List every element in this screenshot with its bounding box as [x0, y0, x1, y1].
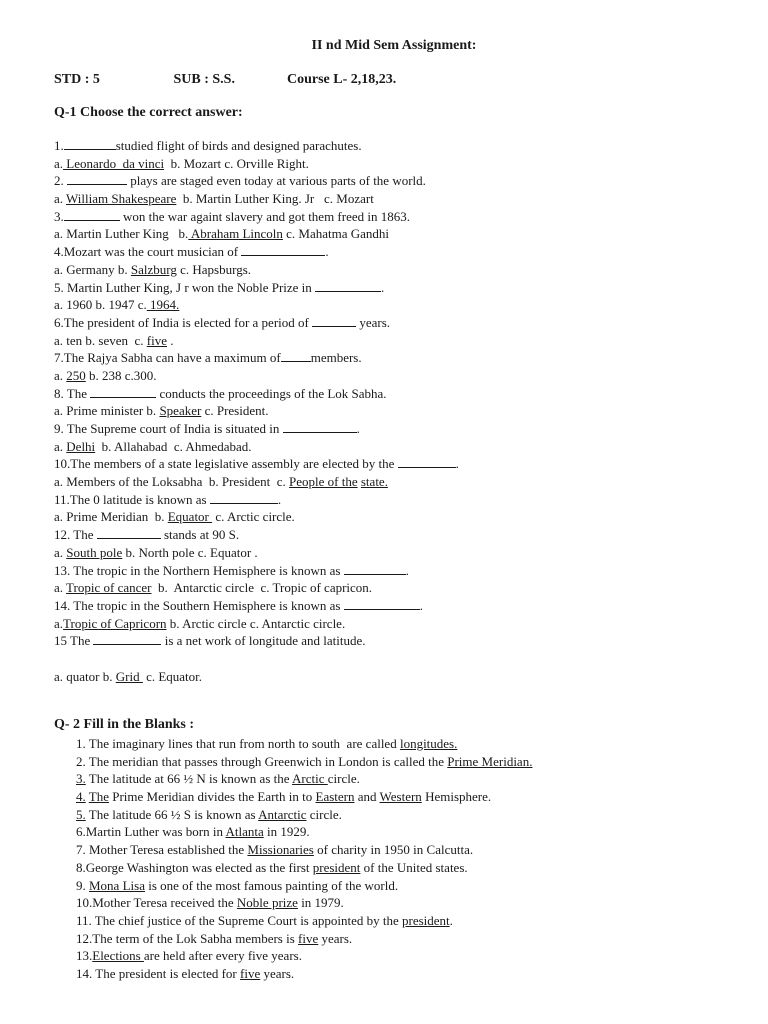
line-text: .	[419, 597, 423, 613]
line-text: c. Hapsburgs.	[176, 261, 252, 277]
line-text: b. Arctic circle c. Antarctic circle.	[166, 615, 346, 631]
line-text: 9. The Supreme court of India is situated in	[54, 421, 283, 436]
line-text: 7. Mother Teresa established the	[76, 842, 248, 858]
underlined-answer: five	[240, 965, 261, 981]
underlined-answer: Salzburg	[130, 261, 177, 277]
line-text: a.	[54, 367, 67, 383]
subject-label: SUB : S.S.	[173, 72, 235, 87]
line-text: 9.	[76, 877, 89, 893]
line-text: .	[405, 562, 409, 578]
line-text: 10.The members of a state legislative assembly are elected by the	[54, 456, 398, 472]
line-text: b. North pole c. Equator .	[122, 544, 258, 560]
q1-line	[54, 455, 744, 473]
underlined-answer: Elections	[92, 948, 144, 964]
line-text: of charity in 1950 in Calcutta.	[313, 842, 474, 858]
underlined-answer: Prime Meridian.	[447, 753, 533, 769]
q2-line	[76, 788, 756, 806]
q1-line	[54, 473, 744, 491]
line-text: The latitude 66 ½ S is known as	[85, 806, 259, 822]
line-text: a. quator b.	[54, 668, 116, 684]
line-text: a.	[54, 438, 67, 454]
line-text: .	[325, 244, 329, 260]
line-text: 12. The	[54, 527, 97, 543]
q1-line	[54, 402, 744, 420]
answer-blank	[281, 349, 311, 362]
line-text: .	[381, 279, 385, 295]
underlined-answer: longitudes.	[399, 736, 458, 751]
q1-line	[54, 420, 744, 438]
q2-line	[76, 894, 756, 912]
q1-line	[54, 438, 744, 456]
line-text: b. Allahabad c. Ahmedabad.	[95, 438, 252, 454]
page-title: II nd Mid Sem Assignment:	[311, 38, 477, 53]
line-text: a.	[54, 615, 64, 631]
line-text: c. President.	[201, 403, 269, 419]
underlined-answer: Leonardo da vinci	[63, 155, 165, 171]
underlined-answer: William Shakespeare	[66, 191, 177, 207]
line-text: a. Members of the Loksabha b. President c.	[54, 474, 290, 490]
line-text: a. 1960 b. 1947 c.	[54, 297, 147, 313]
q2-line	[76, 877, 756, 895]
q2-line	[76, 841, 756, 859]
line-text: .	[449, 912, 453, 928]
underlined-answer: five	[146, 332, 167, 348]
line-text: .	[455, 456, 459, 472]
line-text: 8. The	[54, 385, 91, 401]
line-text: b. Mozart c. Orville Right.	[164, 155, 309, 171]
line-text: c. Equator.	[142, 668, 203, 684]
q1-line	[54, 650, 744, 668]
underlined-answer: South pole	[66, 544, 123, 560]
line-text: 13. The tropic in the Northern Hemisphere is known as	[54, 562, 344, 578]
q1-line	[54, 632, 744, 650]
answer-blank	[97, 526, 161, 539]
answer-blank	[210, 491, 278, 504]
underlined-answer: Abraham Lincoln	[188, 226, 283, 242]
line-text: 1.	[54, 138, 64, 153]
line-text: b. 238 c.300.	[85, 367, 157, 383]
q1-line	[54, 190, 744, 208]
line-text: and	[354, 789, 380, 805]
q1-line	[54, 314, 744, 332]
underlined-answer: president	[312, 859, 361, 875]
line-text: a. Martin Luther King b.	[54, 226, 189, 242]
q2-heading: Q- 2 Fill in the Blanks :	[54, 717, 195, 732]
line-text: a. ten b. seven c.	[54, 332, 147, 348]
answer-blank	[315, 279, 381, 292]
q2-line	[76, 770, 756, 788]
line-text: b. Antarctic circle c. Tropic of capricon.	[151, 580, 373, 596]
q1-line	[54, 597, 744, 615]
line-text: 10.Mother Teresa received the	[76, 895, 237, 911]
underlined-answer: five	[298, 930, 319, 946]
answer-blank	[344, 562, 406, 575]
line-text: a.	[54, 155, 64, 171]
underlined-answer: president	[402, 912, 450, 928]
line-text: 2.	[54, 173, 67, 189]
underlined-answer: Missionaries	[247, 842, 314, 858]
underlined-answer: 5.	[76, 806, 86, 822]
q1-line	[54, 137, 744, 155]
q2-blank-list	[76, 735, 756, 983]
answer-blank	[90, 385, 156, 398]
q1-line	[54, 155, 744, 173]
underlined-answer: Atlanta	[225, 824, 264, 840]
course-label: Course L- 2,18,23.	[287, 72, 397, 87]
q1-line	[54, 562, 744, 580]
line-text: .	[167, 332, 174, 348]
q1-line	[54, 243, 744, 261]
std-label: STD : 5	[54, 72, 100, 87]
course-meta	[54, 72, 396, 88]
line-text: 1. The imaginary lines that run from north to south are called	[76, 736, 400, 751]
q1-line	[54, 261, 744, 279]
line-text: 14. The tropic in the Southern Hemisphere is known as	[54, 597, 344, 613]
q1-line	[54, 279, 744, 297]
q2-line	[76, 912, 756, 930]
line-text: 7.The Rajya Sabha can have a maximum of	[54, 350, 281, 366]
answer-blank	[64, 208, 120, 221]
q1-line	[54, 508, 744, 526]
underlined-answer: 250	[66, 367, 86, 383]
line-text: studied flight of birds and designed parachutes.	[115, 138, 362, 153]
line-text: in 1979.	[297, 895, 344, 911]
line-text: 6.Martin Luther was born in	[76, 824, 226, 840]
q1-line	[54, 208, 744, 226]
line-text: 14. The president is elected for	[76, 965, 241, 981]
q1-line	[54, 579, 744, 597]
line-text: b. Martin Luther King. Jr c. Mozart	[176, 191, 374, 207]
q1-line	[54, 172, 744, 190]
line-text: 3.	[54, 208, 64, 224]
answer-blank	[344, 597, 420, 610]
line-text: is a net work of longitude and latitude.	[161, 633, 366, 649]
line-text: a. Prime minister b.	[54, 403, 160, 419]
underlined-answer: Tropic of Capricorn	[63, 615, 167, 631]
answer-blank	[67, 172, 127, 185]
line-text: 8.George Washington was elected as the first	[76, 859, 313, 875]
line-text: 13.	[76, 948, 93, 964]
line-text: .	[356, 421, 360, 436]
q2-line	[76, 930, 756, 948]
line-text: members.	[310, 350, 362, 366]
line-text: a.	[54, 580, 67, 596]
line-text: 11. The chief justice of the Supreme Court is appointed by the	[76, 912, 403, 928]
q2-line	[76, 806, 756, 824]
line-text: a. Germany b.	[54, 261, 131, 277]
q1-question-list	[54, 137, 744, 685]
q2-line	[76, 947, 756, 965]
underlined-answer: Eastern	[315, 789, 355, 805]
line-text: a.	[54, 191, 67, 207]
line-text: circle.	[327, 771, 360, 787]
q1-heading: Q-1 Choose the correct answer:	[54, 105, 243, 120]
line-text: won the war againt slavery and got them freed in 1863.	[119, 208, 410, 224]
underlined-answer: Arctic	[292, 771, 328, 787]
line-text: c. Mahatma Gandhi	[282, 226, 390, 242]
answer-blank	[64, 137, 116, 150]
underlined-answer: The	[88, 789, 109, 805]
underlined-answer: Mona Lisa	[89, 877, 145, 893]
line-text: Hemisphere.	[421, 789, 492, 805]
line-text: a.	[54, 544, 67, 560]
line-text: years.	[318, 930, 353, 946]
line-text: a. Prime Meridian b.	[54, 509, 168, 525]
line-text: The latitude at 66 ½ N is known as the	[85, 771, 293, 787]
line-text: of the United states.	[360, 859, 468, 875]
q1-line	[54, 385, 744, 403]
answer-blank	[93, 632, 161, 645]
q1-line	[54, 615, 744, 633]
q1-line	[54, 544, 744, 562]
line-text: 11.The 0 latitude is known as	[54, 491, 210, 507]
line-text: 5. Martin Luther King, J r won the Noble Prize in	[54, 279, 316, 295]
answer-blank	[398, 455, 456, 468]
underlined-answer: state.	[360, 474, 388, 490]
q1-line	[54, 349, 744, 367]
line-text: in 1929.	[263, 824, 310, 840]
q1-line	[54, 332, 744, 350]
q1-line	[54, 225, 744, 243]
underlined-answer: People of the	[289, 474, 358, 490]
line-text: 15 The	[54, 633, 94, 649]
line-text: years.	[260, 965, 295, 981]
underlined-answer: Antarctic	[258, 806, 307, 822]
line-text: plays are staged even today at various parts of the world.	[127, 173, 426, 189]
underlined-answer: Western	[379, 789, 422, 805]
line-text: 2. The meridian that passes through Greenwich in London is called the	[76, 753, 448, 769]
line-text: years.	[356, 314, 391, 330]
underlined-answer: Speaker	[159, 403, 202, 419]
line-text: Prime Meridian divides the Earth in to	[108, 789, 316, 805]
underlined-answer: 1964.	[146, 297, 180, 313]
line-text: 12.The term of the Lok Sabha members is	[76, 930, 299, 946]
underlined-answer: Equator	[167, 509, 213, 525]
underlined-answer: Delhi	[66, 438, 96, 454]
underlined-answer: Grid	[115, 668, 143, 684]
line-text: is one of the most famous painting of the world.	[144, 877, 399, 893]
answer-blank	[241, 243, 325, 256]
line-text: stands at 90 S.	[160, 527, 240, 543]
line-text: 6.The president of India is elected for a period of	[54, 314, 313, 330]
line-text: conducts the proceedings of the Lok Sabha.	[156, 385, 387, 401]
underlined-answer: 4.	[76, 789, 86, 805]
line-text: are held after every five years.	[143, 948, 302, 964]
line-text: 4.Mozart was the court musician of	[54, 244, 242, 260]
q2-line	[76, 735, 756, 753]
q1-line	[54, 491, 744, 509]
answer-blank	[283, 420, 357, 433]
line-text: circle.	[306, 806, 342, 822]
q2-line	[76, 859, 756, 877]
underlined-answer: Tropic of cancer	[66, 580, 152, 596]
q1-line	[54, 668, 744, 686]
line-text: .	[277, 491, 282, 507]
line-text: c. Arctic circle.	[212, 509, 295, 525]
q1-line	[54, 526, 744, 544]
q1-line	[54, 296, 744, 314]
q2-line	[76, 753, 756, 771]
q2-line	[76, 965, 756, 983]
answer-blank	[312, 314, 356, 327]
q1-line	[54, 367, 744, 385]
underlined-answer: 3.	[76, 771, 86, 787]
underlined-answer: Noble prize	[236, 895, 298, 911]
q2-line	[76, 823, 756, 841]
